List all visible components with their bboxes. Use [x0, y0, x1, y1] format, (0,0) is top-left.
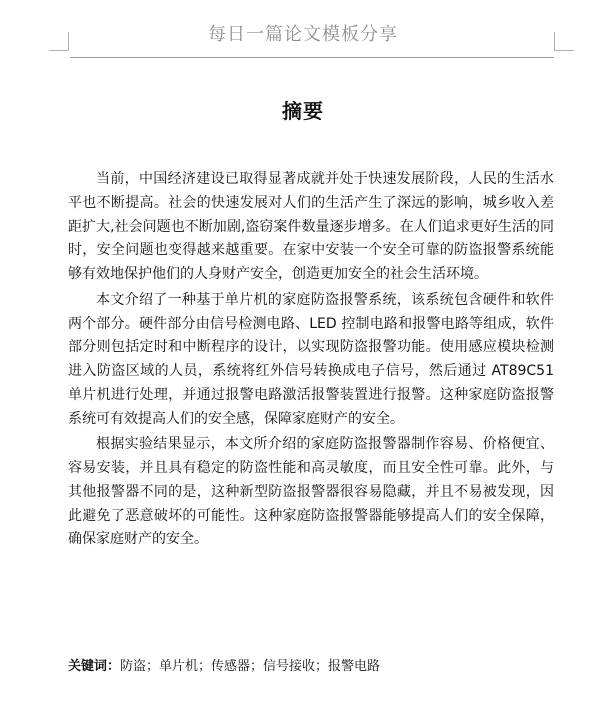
crop-mark-left-horizontal [49, 50, 68, 51]
abstract-paragraph-3: 根据实验结果显示，本文所介绍的家庭防盗报警器制作容易、价格便宜、容易安装，并且具有稳定的防盗性能和高灵敏度，而且安全性可靠。此外，与其他报警器不同的是，这种新型防盗报警器很容易隐藏，并且不易被发现，因此避免了恶意破坏的可能性。这种家庭防盗报警器能够提高人们的安全保障，确保家庭财产的安全。 [68, 436, 554, 548]
abstract-paragraph-1: 当前，中国经济建设已取得显著成就并处于快速发展阶段，人民的生活水平也不断提高。社会的快速发展对人们的生活产生了深远的影响，城乡收入差距扩大,社会问题也不断加剧,盗窃案件数量逐步增多。在人们追求更好生活的同时，安全问题也变得越来越重要。在家中安装一个安全可靠的防盗报警系统能够有效地保护他们的人身财产安全，创造更加安全的社会生活环境。 [68, 171, 554, 282]
running-header-title: 每日一篇论文模板分享 [208, 24, 398, 45]
keywords-line [68, 655, 554, 674]
keywords-label: 关键词： [68, 659, 121, 674]
crop-mark-right-horizontal [555, 50, 574, 51]
abstract-body [68, 168, 554, 554]
header-rule [70, 57, 554, 58]
crop-mark-left-vertical [68, 32, 69, 51]
page-title: 摘要 [282, 99, 324, 123]
crop-mark-right-vertical [554, 32, 555, 51]
keywords-text: 防盗；单片机；传感器；信号接收；报警电路 [120, 659, 381, 674]
abstract-paragraph-2: 本文介绍了一种基于单片机的家庭防盗报警系统，该系统包含硬件和软件两个部分。硬件部分由信号检测电路、LED 控制电路和报警电路等组成，软件部分则包括定时和中断程序的设计，以实现防盗报警功能。使用感应模块检测进入防盗区域的人员，系统将红外信号转换成电子信号，然后通过 AT89C51 单片机进行处理，并通过报警电路激活报警装置进行报警。这种家庭防盗报警系统可有效提高人们的安全感，保障家庭财产的安全。 [68, 291, 554, 427]
